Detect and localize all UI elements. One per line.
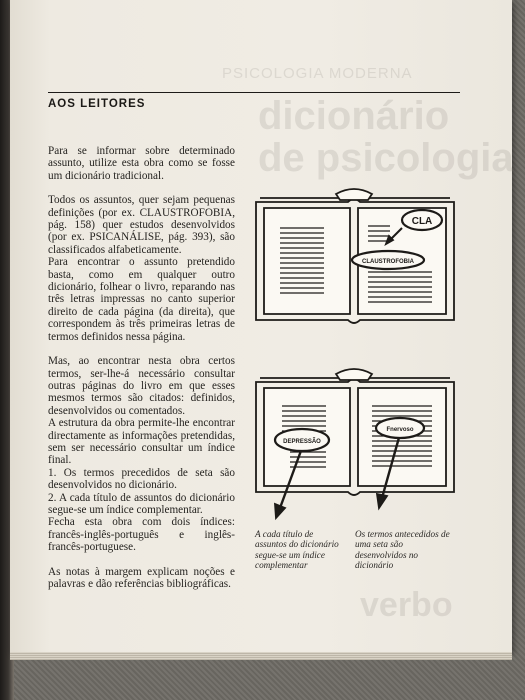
paragraph: As notas à margem explicam noções e palavras e dão referências bibliográficas. [48,565,235,590]
term-label-nervoso: Fnervoso [386,427,414,433]
paragraph: Para se informar sobre determinado assunto, utilize esta obra como se fosse um dicionário tradicional. [48,145,235,182]
paragraph: Mas, ao encontrar nesta obra certos termos, ser-lhe-á necessário consultar outras páginas do livro em que esses mesmos termos são citados: definidos, desenvolvidos ou comentados. [48,355,235,417]
tab-label-cla: CLA [411,216,433,227]
book-illustration-bottom [250,368,462,528]
header-rule [48,92,460,93]
caption-right: Os termos antecedidos de uma seta são desenvolvidos no dicionário [355,529,450,571]
book-illustration-top [250,186,462,334]
show-through-title-2: de psicologia [258,136,514,180]
text-column [48,145,235,590]
section-title: AOS LEITORES [48,98,146,110]
caption-left: A cada título de assuntos do dicionário segue-se um índice complementar [255,529,339,571]
show-through-title-1: dicionário [258,94,450,138]
paragraph: Para encontrar o assunto pretendido basta, como em qualquer outro dicionário, folhear o livro, reparando nas três letras impressas no canto superior direito de cada página (da direita), que correspondem às três primeiras letras de termos definidos nessa página. [48,256,235,343]
show-through-series: PSICOLOGIA MODERNA [222,65,413,82]
paragraph: Fecha esta obra com dois índices: francês-inglês-português e inglês-francês-portuguese. [48,516,235,554]
show-through-publisher: verbo [360,586,453,624]
page-edge [10,652,512,660]
term-label-claustrofobia: CLAUSTROFOBIA [362,259,414,265]
paragraph: Todos os assuntos, quer sejam pequenas definições (por ex. CLAUSTROFOBIA, pág. 158) quer estudos desenvolvidos (por ex. PSICANÁLISE, pág. 393), são classificados alfabeticamente. [48,194,235,256]
paragraph: 1. Os termos precedidos de seta são desenvolvidos no dicionário. [48,466,235,492]
term-label-depressao: DEPRESSÃO [283,439,321,445]
paragraph: 2. A cada título de assuntos do dicionário segue-se um índice complementar. [48,491,235,516]
paragraph: A estrutura da obra permite-lhe encontrar directamente as informações pretendidas, sem ser necessário consultar um índice final. [48,417,235,467]
